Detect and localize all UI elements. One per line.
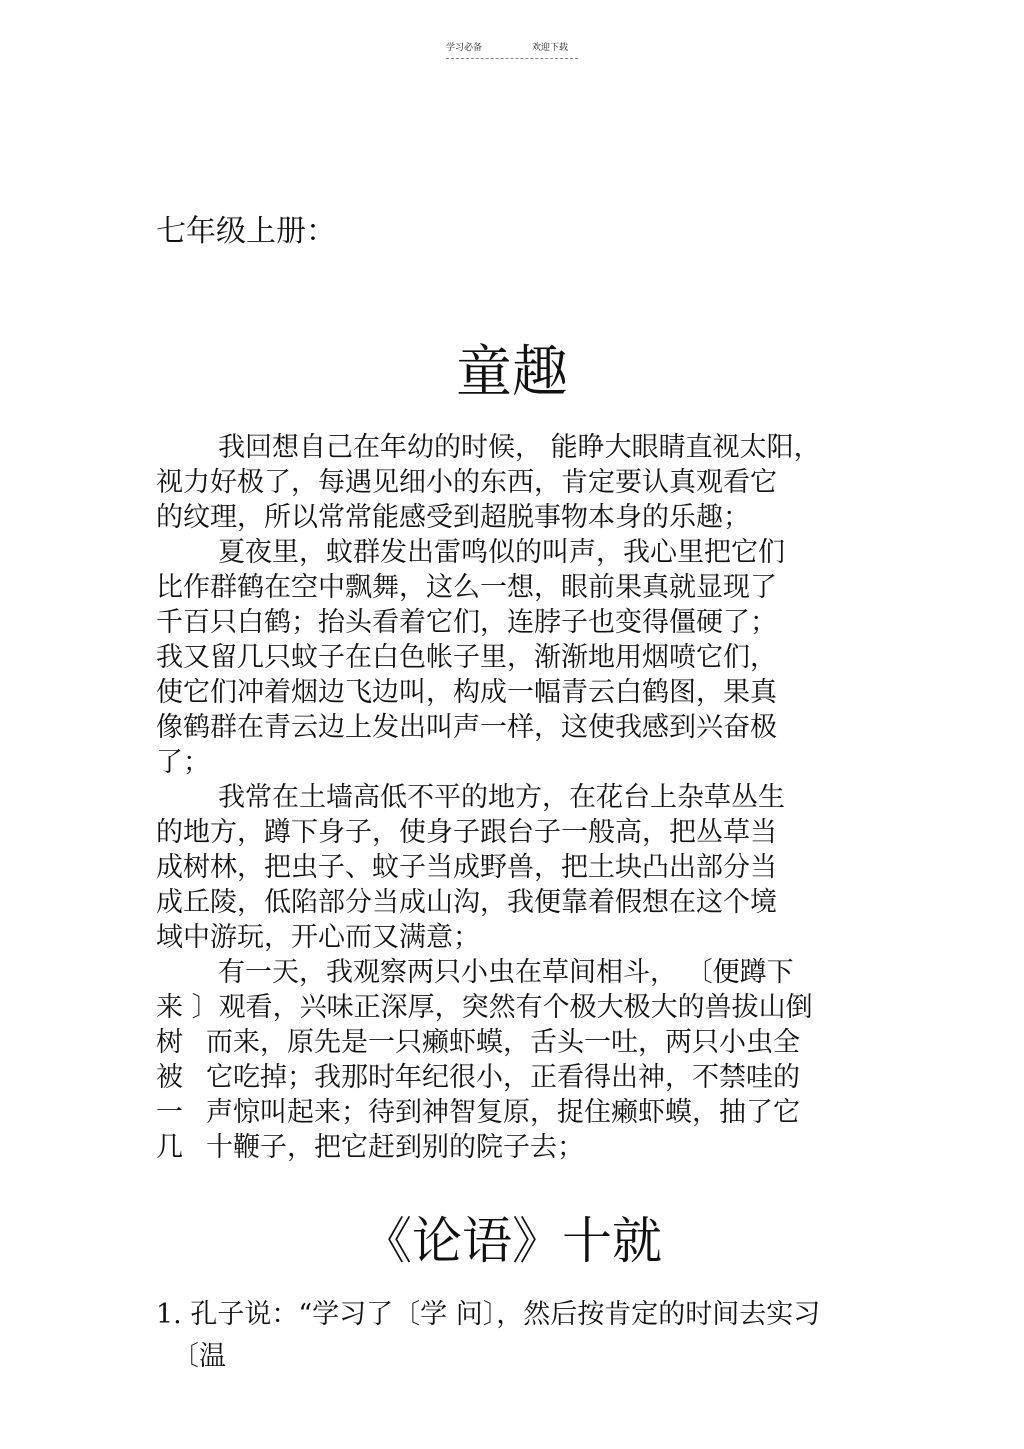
- line-rest: 十鞭子，把它赶到别的院子去；: [206, 1132, 584, 1163]
- text-line: [156, 1130, 876, 1165]
- text-line: 1. 孔子说：“学习了〔学 问〕，然后按肯定的时间去实习: [156, 1299, 821, 1330]
- text-line: 的纹理，所以常常能感受到超脱事物本身的乐趣；: [156, 502, 750, 533]
- text-line: [156, 1095, 876, 1130]
- text-line: 视力好极了，每遇见细小的东西，肯定要认真观看它: [156, 467, 777, 498]
- text-line: [156, 1060, 876, 1095]
- header-right-text: 欢迎下载: [532, 43, 569, 53]
- text-line: [156, 1025, 876, 1060]
- tongqu-text: [156, 430, 876, 1165]
- text-line: 我回想自己在年幼的时候， 能睁大眼睛直视太阳，: [218, 432, 821, 463]
- page-header: [446, 42, 586, 66]
- text-line: 像鹤群在青云边上发出叫声一样，这使我感到兴奋极: [156, 712, 777, 743]
- line-first-char: 被: [156, 1062, 183, 1093]
- line-rest: 而来，原先是一只癞虾蟆，舌头一吐，两只小虫全: [206, 1027, 800, 1058]
- line-first-char: 几: [156, 1132, 183, 1163]
- text-line: 来 〕观看，兴味正深厚，突然有个极大极大的兽拔山倒: [156, 992, 813, 1023]
- text-line: 域中游玩，开心而又满意；: [156, 922, 480, 953]
- text-line: 有一天，我观察两只小虫在草间相斗， 〔便蹲下: [218, 957, 794, 988]
- section-title-tongqu: 童趣: [456, 340, 568, 405]
- text-line: 比作群鹤在空中飘舞，这么一想，眼前果真就显现了: [156, 572, 777, 603]
- text-line: 我常在土墙高低不平的地方，在花台上杂草丛生: [218, 782, 785, 813]
- header-left-text: 学习必备: [446, 43, 483, 53]
- line-first-char: 树: [156, 1027, 183, 1058]
- section-title-lunyu: 《论语》十就: [362, 1212, 662, 1270]
- text-line: 千百只白鹤；抬头看着它们，连脖子也变得僵硬了；: [156, 607, 777, 638]
- text-line: 成丘陵，低陷部分当成山沟，我便靠着假想在这个境: [156, 887, 777, 918]
- text-line: 〔温: [172, 1341, 226, 1372]
- header-divider: [446, 58, 578, 59]
- line-rest: 声惊叫起来；待到神智复原，捉住癞虾蟆，抽了它: [206, 1097, 800, 1128]
- line-first-char: 一: [156, 1097, 183, 1128]
- text-line: 我又留几只蚊子在白色帐子里，渐渐地用烟喷它们，: [156, 642, 777, 673]
- text-line: 的地方，蹲下身子，使身子跟台子一般高，把丛草当: [156, 817, 777, 848]
- text-line: 了；: [156, 747, 210, 778]
- text-line: 夏夜里，蚊群发出雷鸣似的叫声，我心里把它们: [218, 537, 785, 568]
- text-line: 使它们冲着烟边飞边叫，构成一幅青云白鹤图，果真: [156, 677, 777, 708]
- line-rest: 它吃掉；我那时年纪很小，正看得出神，不禁哇的: [206, 1062, 800, 1093]
- lunyu-text: [156, 1294, 876, 1378]
- grade-heading: 七年级上册：: [156, 214, 336, 249]
- text-line: 成树林，把虫子、蚊子当成野兽，把土块凸出部分当: [156, 852, 777, 883]
